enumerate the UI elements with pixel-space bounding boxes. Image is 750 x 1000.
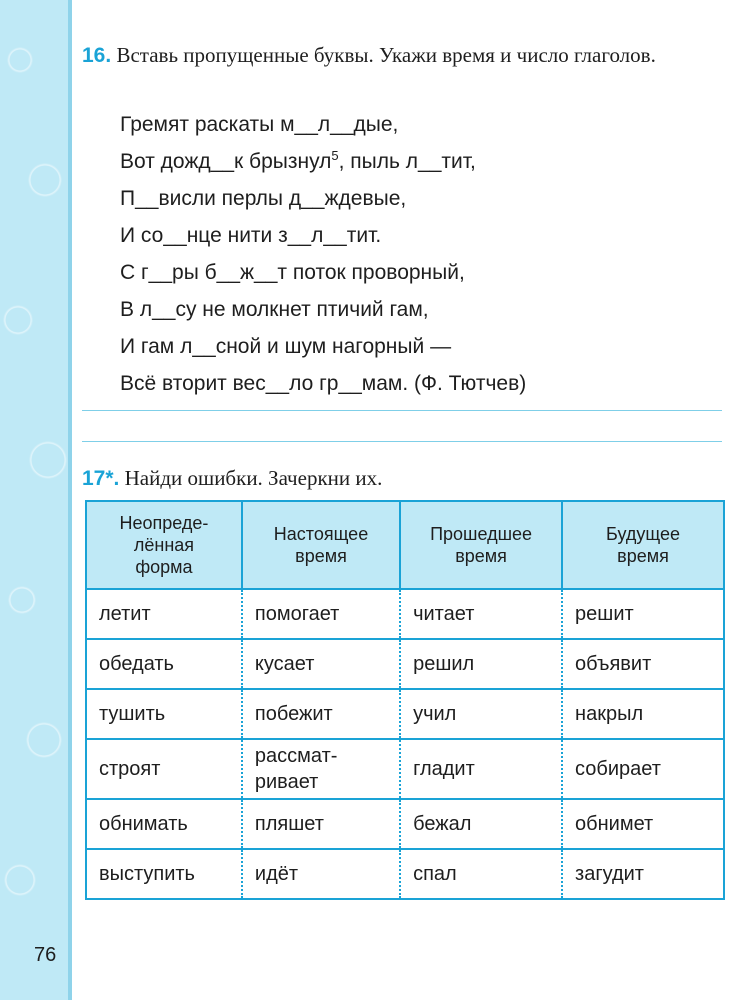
table-header-row	[86, 501, 724, 589]
poem	[120, 106, 526, 402]
table-row	[86, 739, 724, 799]
table-cell[interactable]: рассмат- ривает	[242, 739, 400, 799]
poem-line-text: Вот дожд__к брызнул	[120, 150, 332, 173]
table-row	[86, 689, 724, 739]
task-17-heading	[82, 463, 382, 494]
page-margin-decoration	[0, 0, 68, 1000]
table-cell[interactable]: бежал	[400, 799, 562, 849]
table-cell[interactable]: тушить	[86, 689, 242, 739]
table-cell[interactable]: загудит	[562, 849, 724, 899]
table-cell[interactable]: собирает	[562, 739, 724, 799]
verb-tense-table	[85, 500, 725, 900]
poem-line: Всё вторит вес__ло гр__мам. (Ф. Тютчев)	[120, 372, 527, 395]
table-cell[interactable]: пляшет	[242, 799, 400, 849]
table-cell[interactable]: летит	[86, 589, 242, 639]
table-cell[interactable]: идёт	[242, 849, 400, 899]
table-cell[interactable]: обедать	[86, 639, 242, 689]
poem-line: И гам л__сной и шум нагорный —	[120, 335, 452, 358]
table-row	[86, 589, 724, 639]
table-cell[interactable]: побежит	[242, 689, 400, 739]
table-cell[interactable]: решит	[562, 589, 724, 639]
table-cell[interactable]: читает	[400, 589, 562, 639]
table-cell[interactable]: помогает	[242, 589, 400, 639]
table-cell[interactable]: накрыл	[562, 689, 724, 739]
header-past: Прошедшее время	[400, 501, 562, 589]
poem-line	[120, 143, 526, 180]
table-row	[86, 849, 724, 899]
table-cell[interactable]: объявит	[562, 639, 724, 689]
poem-line-tail: , пыль л__тит,	[338, 150, 476, 173]
footnote-marker: 5	[331, 148, 339, 163]
poem-line: С г__ры б__ж__т поток проворный,	[120, 261, 465, 284]
table-cell[interactable]: обнимать	[86, 799, 242, 849]
table-cell[interactable]: обнимет	[562, 799, 724, 849]
table-cell[interactable]: гладит	[400, 739, 562, 799]
task-17-number: 17*.	[82, 467, 120, 490]
task-16-instruction: Вставь пропущенные буквы. Укажи время и число глаголов.	[116, 43, 656, 67]
table-cell[interactable]: строят	[86, 739, 242, 799]
header-present: Настоящее время	[242, 501, 400, 589]
task-17-instruction: Найди ошибки. Зачеркни их.	[124, 466, 383, 490]
table-cell[interactable]: кусает	[242, 639, 400, 689]
task-16-heading	[82, 40, 722, 71]
poem-line: П__висли перлы д__ждевые,	[120, 187, 407, 210]
table-row	[86, 639, 724, 689]
header-future: Будущее время	[562, 501, 724, 589]
header-infinitive: Неопреде- лённая форма	[86, 501, 242, 589]
answer-line[interactable]	[82, 441, 722, 442]
table-row	[86, 799, 724, 849]
margin-rule	[68, 0, 72, 1000]
poem-line: И со__нце нити з__л__тит.	[120, 224, 382, 247]
page-number: 76	[34, 944, 57, 966]
table-cell[interactable]: выступить	[86, 849, 242, 899]
task-16-number: 16.	[82, 44, 112, 67]
answer-line[interactable]	[82, 410, 722, 411]
table-cell[interactable]: решил	[400, 639, 562, 689]
table-cell[interactable]: спал	[400, 849, 562, 899]
poem-line: Гремят раскаты м__л__дые,	[120, 113, 399, 136]
poem-line: В л__су не молкнет птичий гам,	[120, 298, 429, 321]
table-cell[interactable]: учил	[400, 689, 562, 739]
